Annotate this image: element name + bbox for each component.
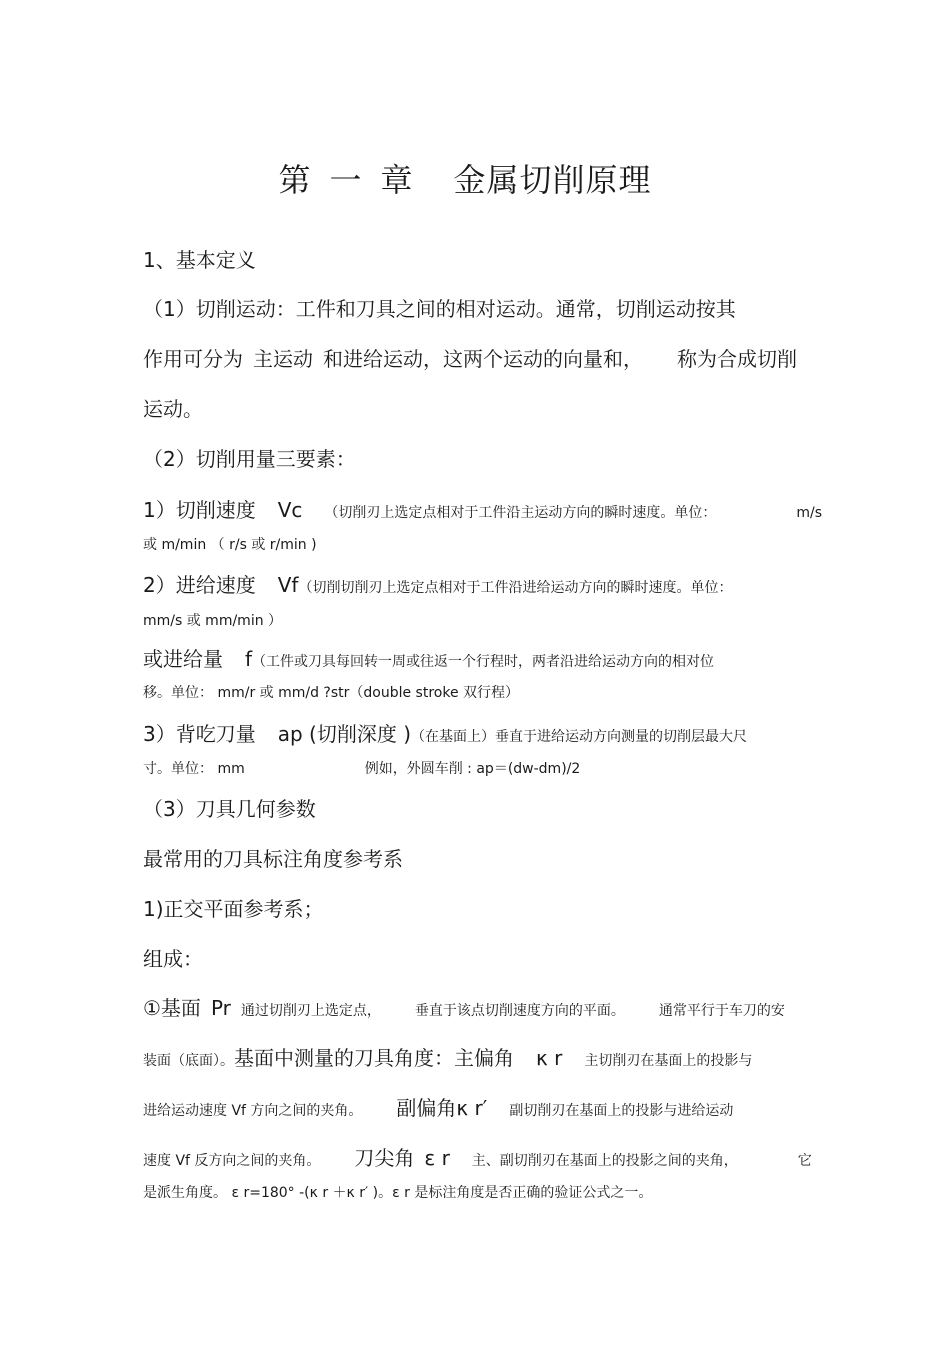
section-heading: 1、基本定义 [143, 248, 256, 272]
kr-line: 装面（底面）。基面中测量的刀具角度：主偏角 κ r 主切削刃在基面上的投影与 [143, 1046, 753, 1070]
subsection-heading: （3）刀具几何参数 [143, 797, 316, 821]
paragraph: 1)正交平面参考系； [143, 897, 324, 921]
ap-unit: 寸。单位： mm 例如，外圆车削 : ap＝(dw-dm)/2 [143, 761, 581, 777]
vf-unit: mm/s 或 mm/min ） [143, 613, 283, 629]
f-unit: 移。单位： mm/r 或 mm/d ?str（double stroke 双行程） [143, 685, 520, 701]
paragraph-line: 作用可分为 主运动 和进给运动，这两个运动的向量和， 称为合成切削 [143, 347, 797, 371]
paragraph-line: 运动。 [143, 397, 203, 421]
pr-line: ①基面 Pr 通过切削刃上选定点， 垂直于该点切削速度方向的平面。 通常平行于车刀的安 [143, 996, 785, 1020]
paragraph: 最常用的刀具标注角度参考系 [143, 847, 403, 871]
chapter-title: 第 一 章 金属切削原理 [278, 161, 652, 199]
f-line: 或进给量 f（工件或刀具每回转一周或往返一个行程时，两者沿进给运动方向的相对位 [143, 647, 715, 671]
kr2-line: 进给运动速度 Vf 方向之间的夹角。 副偏角κ r′ 副切削刃在基面上的投影与进给运动 [143, 1096, 734, 1120]
paragraph-cutting-motion: （1）切削运动：工件和刀具之间的相对运动。通常，切削运动按其 [143, 297, 736, 321]
subsection-heading: （2）切削用量三要素： [143, 447, 356, 471]
er-line: 速度 Vf 反方向之间的夹角。 刀尖角 ε r 主、副切削刃在基面上的投影之间的夹角， 它 [143, 1146, 812, 1170]
er-formula: 是派生角度。 ε r=180° -(κ r ＋κ r′ )。ε r 是标注角度是否正确的验证公式之一。 [143, 1185, 653, 1201]
paragraph: 组成： [143, 947, 203, 971]
vc-line: 1）切削速度 Vc （切削刃上选定点相对于工件沿主运动方向的瞬时速度。单位： m/s [143, 498, 823, 522]
ap-line: 3）背吃刀量 ap (切削深度 )（在基面上）垂直于进给运动方向测量的切削层最大尺 [143, 722, 748, 746]
vc-unit: 或 m/min （ r/s 或 r/min ) [143, 537, 317, 553]
vf-line: 2）进给速度 Vf（切削切削刃上选定点相对于工件沿进给运动方向的瞬时速度。单位： [143, 573, 733, 597]
